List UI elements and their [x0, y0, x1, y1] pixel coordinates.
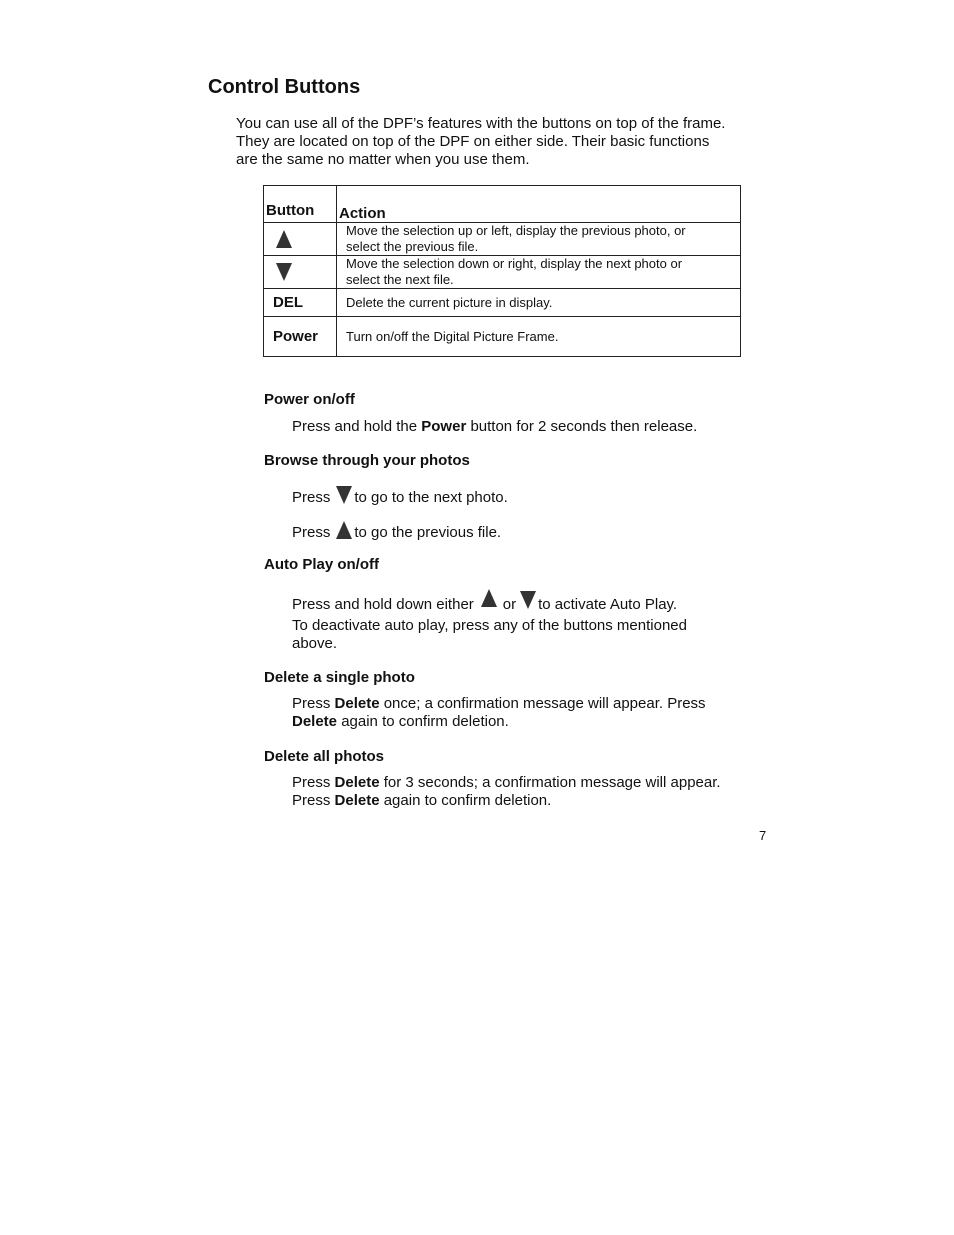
section-title-power: Power on/off: [264, 391, 355, 408]
text: button for 2 seconds then release.: [466, 418, 698, 435]
section-title-autoplay: Auto Play on/off: [264, 556, 379, 573]
text: or: [502, 596, 517, 613]
action-text: Delete the current picture in display.: [337, 289, 741, 317]
button-cell: [264, 223, 337, 256]
browse-prev-instruction: [292, 521, 501, 542]
action-cell: [337, 223, 741, 256]
text-line: above.: [292, 635, 338, 652]
up-arrow-icon: [336, 521, 352, 539]
autoplay-deactivate-paragraph: [292, 617, 687, 653]
section-title-delete-single: Delete a single photo: [264, 669, 415, 686]
table-row: [264, 289, 741, 317]
text: Press: [292, 774, 335, 791]
text-line: [292, 792, 721, 810]
action-text: Move the selection up or left, display the previous photo, or: [346, 223, 686, 238]
text: Press and hold the: [292, 418, 422, 435]
text: to go the previous file.: [354, 524, 502, 541]
table-row: [264, 223, 741, 256]
delete-keyword: Delete: [334, 792, 380, 809]
text: to go to the next photo.: [354, 489, 508, 506]
intro-line: They are located on top of the DPF on either side. Their basic functions: [236, 133, 710, 150]
page-number: 7: [759, 828, 767, 843]
autoplay-instruction: [292, 589, 677, 614]
table-row: [264, 256, 741, 289]
text-line: [292, 695, 706, 713]
intro-paragraph: [236, 115, 725, 169]
intro-line: are the same no matter when you use them.: [236, 151, 530, 168]
action-text: Turn on/off the Digital Picture Frame.: [337, 317, 741, 357]
text: again to confirm deletion.: [379, 792, 552, 809]
delete-keyword: Delete: [334, 774, 380, 791]
delete-all-paragraph: [292, 774, 721, 810]
button-label-power: Power: [264, 317, 337, 357]
text: Press: [292, 524, 331, 541]
down-arrow-icon: [336, 486, 352, 504]
browse-next-instruction: [292, 486, 508, 507]
page-title: Control Buttons: [208, 76, 361, 98]
text-line: To deactivate auto play, press any of the buttons mentioned: [292, 617, 687, 634]
power-instruction: [292, 418, 697, 436]
text-line: [292, 774, 721, 792]
button-label-del: DEL: [264, 289, 337, 317]
control-buttons-table: [263, 185, 741, 357]
action-text: select the next file.: [346, 272, 454, 287]
text: Press: [292, 695, 335, 712]
delete-keyword: Delete: [334, 695, 380, 712]
up-arrow-icon: [481, 589, 497, 607]
text: again to confirm deletion.: [337, 713, 509, 730]
action-text: select the previous file.: [346, 239, 479, 254]
text: Press: [292, 792, 335, 809]
text: for 3 seconds; a confirmation message will appear.: [379, 774, 721, 791]
text: Press and hold down either: [292, 596, 474, 613]
table-row: [264, 317, 741, 357]
text-line: [292, 713, 706, 731]
down-arrow-icon: [276, 263, 292, 281]
action-cell: [337, 256, 741, 289]
section-title-browse: Browse through your photos: [264, 452, 470, 469]
text: to activate Auto Play.: [538, 596, 678, 613]
header-button: Button: [264, 186, 337, 223]
delete-keyword: Delete: [292, 713, 338, 730]
power-keyword: Power: [421, 418, 467, 435]
up-arrow-icon: [276, 230, 292, 248]
table-header-row: [264, 186, 741, 223]
button-cell: [264, 256, 337, 289]
delete-single-paragraph: [292, 695, 706, 731]
intro-line: You can use all of the DPF’s features with the buttons on top of the frame.: [236, 115, 726, 132]
down-arrow-icon: [520, 591, 536, 609]
text: once; a confirmation message will appear. Press: [379, 695, 706, 712]
action-text: Move the selection down or right, display the next photo or: [346, 256, 683, 271]
section-title-delete-all: Delete all photos: [264, 748, 385, 765]
text: Press: [292, 489, 331, 506]
header-action: Action: [337, 186, 741, 223]
